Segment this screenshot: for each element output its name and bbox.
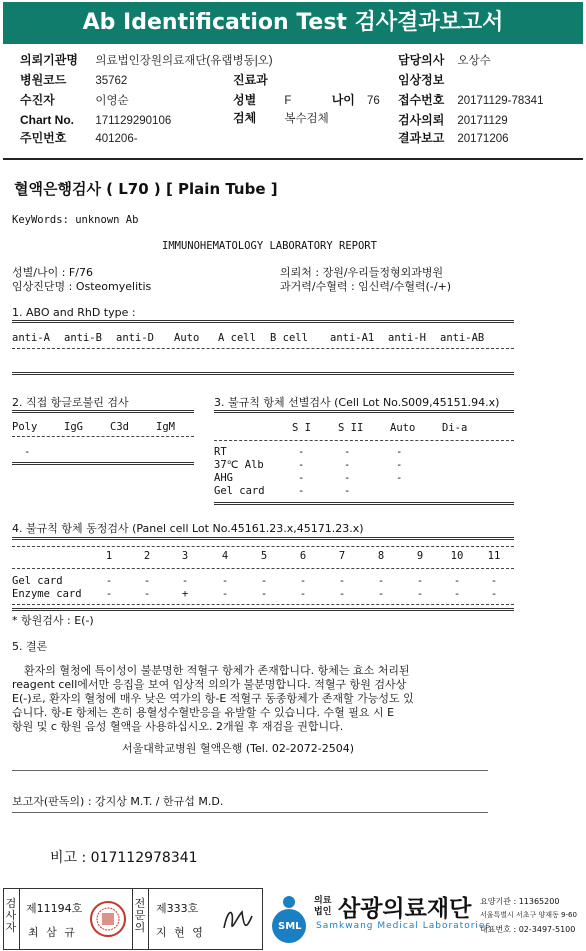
screen-header-cell: Auto xyxy=(390,422,416,434)
history-line: 과거력/수혈력 : 임신력/수혈력(-/+) xyxy=(280,280,452,293)
screen-row-label: 37℃ Alb xyxy=(214,459,264,471)
clinical-field xyxy=(398,72,444,88)
screen-row-cell: - xyxy=(344,446,351,458)
screen-row-cell: - xyxy=(396,446,403,458)
institution-code: 요양기관 : 11365200 xyxy=(480,897,560,906)
abo-header-cell: anti-H xyxy=(388,332,426,344)
screen-row-cell: - xyxy=(298,446,305,458)
chart-field xyxy=(20,112,171,129)
panel-column-number: 5 xyxy=(260,550,268,562)
hospital-line: 서울대학교병원 혈액은행 (Tel. 02-2072-2504) xyxy=(122,742,355,755)
panel-row-cell: - xyxy=(377,575,385,587)
specimen-value: 복수검체 xyxy=(284,113,329,125)
section-title: 혈액은행검사 ( L70 ) [ Plain Tube ] xyxy=(14,180,278,198)
screen-row-label: Gel card xyxy=(214,485,265,497)
report-date-label: 결과보고 xyxy=(398,131,445,145)
panel-row-cell: - xyxy=(338,588,346,600)
panel-row-cell: - xyxy=(143,575,151,587)
dat-header-cell: Poly xyxy=(12,421,38,433)
panel-sub-rule xyxy=(12,546,514,547)
sml-logo-icon xyxy=(268,892,310,944)
request-field xyxy=(398,112,508,129)
clinical-label: 임상정보 xyxy=(398,73,445,87)
conclusion-line: 항원 및 c 항원 음성 혈액을 사용하십시오. 2개월 후 재검을 권합니다. xyxy=(12,720,344,733)
panel-row-cell: - xyxy=(490,575,498,587)
screen-row-cell: - xyxy=(396,459,403,471)
panel-top-rule xyxy=(12,537,514,540)
org-field xyxy=(20,52,273,69)
abo-header-cell: Auto xyxy=(174,332,200,344)
panel-row-label: Gel card xyxy=(12,575,63,587)
dat-header-cell: IgG xyxy=(64,421,83,433)
request-label: 검사의뢰 xyxy=(398,113,445,127)
dept-field xyxy=(233,72,268,88)
age-label: 나이 xyxy=(331,93,355,107)
panel-column-number: 10 xyxy=(450,550,464,562)
specimen-label: 검체 xyxy=(233,111,257,125)
panel-title: 4. 불규칙 항체 동정검사 (Panel cell Lot No.45161.23.x,45171.23.x) xyxy=(12,522,364,535)
screen-row-cell: - xyxy=(344,485,351,497)
address-line: 서울특별시 서초구 양재동 9-60 xyxy=(480,911,577,919)
receipt-label: 접수번호 xyxy=(398,93,445,107)
dat-header-cell: IgM xyxy=(156,421,175,433)
screen-header-cell: S II xyxy=(338,422,364,434)
conclusion-line: 습니다. 항-E 항체는 흔히 용혈성수혈반응을 유발할 수 있습니다. 수혈 필요 시 E xyxy=(12,706,395,719)
conclusion-line: 환자의 혈청에 특이성이 불분명한 적혈구 항체가 존재합니다. 항체는 효소 처리된 xyxy=(24,664,410,677)
examiner-name: 최 삼 규 xyxy=(28,926,77,939)
panel-row-cell: - xyxy=(299,575,307,587)
screen-bottom-rule xyxy=(214,502,514,505)
rrn-label: 주민번호 xyxy=(20,131,67,145)
panel-column-number: 9 xyxy=(416,550,424,562)
abo-header-cell: A cell xyxy=(218,332,256,344)
org-english-name: Samkwang Medical Laboratories xyxy=(316,921,492,931)
dat-header-cell: C3d xyxy=(110,421,129,433)
doctor-value: 오상수 xyxy=(457,55,491,67)
org-value: 의료법인장원의료재단(유랩병동|오) xyxy=(95,55,273,67)
panel-mid-rule xyxy=(12,568,514,569)
panel-column-number: 11 xyxy=(487,550,501,562)
screen-row-label: AHG xyxy=(214,472,233,484)
screen-header-cell: S I xyxy=(292,422,311,434)
panel-column-number: 3 xyxy=(181,550,189,562)
patient-field xyxy=(20,92,129,109)
panel-row-cell: - xyxy=(299,588,307,600)
panel-bottom-rule xyxy=(12,608,514,611)
panel-row-cell: - xyxy=(221,575,229,587)
screen-row-cell: - xyxy=(298,485,305,497)
screen-title: 3. 불규칙 항체 선별검사 (Cell Lot No.S009,45151.94.x) xyxy=(214,396,500,409)
panel-row-cell: - xyxy=(377,588,385,600)
signature-footer xyxy=(0,888,586,951)
panel-row-cell: - xyxy=(416,575,424,587)
examiner-vertical-label: 검사자 xyxy=(5,897,17,934)
panel-row-cell: - xyxy=(221,588,229,600)
org-name: 삼광의료재단 xyxy=(338,896,472,922)
panel-column-number: 2 xyxy=(143,550,151,562)
screen-top-rule xyxy=(214,410,514,413)
diagnosis-line: 임상진단명 : Osteomyelitis xyxy=(12,280,152,293)
panel-row-cell: - xyxy=(453,588,461,600)
abo-header-cell: anti-A1 xyxy=(330,332,375,344)
patient-value: 이영순 xyxy=(95,95,129,107)
org-prefix-1: 의료 xyxy=(314,896,332,906)
chart-value: 171129290106 xyxy=(95,115,172,127)
rrn-value: 401206- xyxy=(95,133,138,145)
sml-logo-text: SML xyxy=(278,921,302,932)
panel-row-cell: - xyxy=(105,588,113,600)
abo-header-cell: B cell xyxy=(270,332,308,344)
keywords-line: KeyWords: unknown Ab xyxy=(12,214,139,226)
examiner-license: 제11194호 xyxy=(26,902,83,915)
specialist-name: 지 현 영 xyxy=(156,926,205,939)
sex-value: F xyxy=(284,95,292,107)
lab-report-title: IMMUNOHEMATOLOGY LABORATORY REPORT xyxy=(162,240,377,252)
panel-row-label: Enzyme card xyxy=(12,588,82,600)
abo-top-rule xyxy=(12,320,514,323)
specialist-vertical-label: 전문의 xyxy=(134,897,146,934)
dat-top-rule xyxy=(12,410,194,413)
reporter-bottom-rule xyxy=(12,812,488,813)
screen-header-cell: Di-a xyxy=(442,422,468,434)
doctor-field xyxy=(398,52,491,69)
note-line: 비고 : 017112978341 xyxy=(50,850,198,866)
panel-row-cell: - xyxy=(416,588,424,600)
abo-mid-rule xyxy=(12,348,514,349)
antigen-result: * 항원검사 : E(-) xyxy=(12,614,94,627)
receipt-field xyxy=(398,92,543,109)
patient-label: 수진자 xyxy=(20,93,55,107)
panel-column-number: 4 xyxy=(221,550,229,562)
panel-row-cell: - xyxy=(143,588,151,600)
dat-title: 2. 직접 항글로불린 검사 xyxy=(12,396,129,409)
sex-age-line: 성별/나이 : F/76 xyxy=(12,266,93,279)
panel-row-cell: - xyxy=(490,588,498,600)
specimen-field xyxy=(233,110,329,127)
screen-row-label: RT xyxy=(214,446,227,458)
abo-header-cell: anti-D xyxy=(116,332,154,344)
reporter-top-rule xyxy=(12,770,488,771)
conclusion-line: reagent cell에서만 응집을 보여 임상적 의의가 불분명합니다. 적혈구 항원 검사상 xyxy=(12,678,407,691)
code-field xyxy=(20,72,127,89)
org-prefix-2: 법인 xyxy=(314,907,332,917)
panel-row-cell: + xyxy=(181,588,189,600)
abo-header-cell: anti-B xyxy=(64,332,102,344)
dat-mid-rule xyxy=(12,436,194,437)
panel-column-number: 8 xyxy=(377,550,385,562)
header-divider xyxy=(3,158,583,160)
signature-scribble-icon xyxy=(218,902,258,938)
code-label: 병원코드 xyxy=(20,73,67,87)
abo-rhd-title: 1. ABO and RhD type : xyxy=(12,306,136,319)
chart-label: Chart No. xyxy=(20,113,74,127)
receipt-value: 20171129-78341 xyxy=(457,95,544,107)
conclusion-title: 5. 결론 xyxy=(12,640,48,653)
panel-row-cell: - xyxy=(105,575,113,587)
panel-row-cell: - xyxy=(260,588,268,600)
panel-row-cell: - xyxy=(181,575,189,587)
conclusion-line: E(-)로, 환자의 혈청에 매우 낮은 역가의 항-E 적혈구 동종항체가 존재할 가능성도 있 xyxy=(12,692,414,705)
panel-row-cell: - xyxy=(453,575,461,587)
specialist-license: 제333호 xyxy=(156,902,199,915)
abo-header-cell: anti-AB xyxy=(440,332,485,344)
panel-column-number: 1 xyxy=(105,550,113,562)
requester-line: 의뢰처 : 장원/우리들정형외과병원 xyxy=(280,266,444,279)
abo-bottom-rule xyxy=(12,372,514,375)
report-title-banner: Ab Identification Test 검사결과보고서 xyxy=(3,2,583,44)
screen-row-cell: - xyxy=(344,472,351,484)
report-date-field xyxy=(398,130,509,147)
screen-row-cell: - xyxy=(344,459,351,471)
doctor-label: 담당의사 xyxy=(398,53,445,67)
panel-column-number: 6 xyxy=(299,550,307,562)
sex-field xyxy=(233,92,380,109)
dat-bottom-rule xyxy=(12,462,194,465)
screen-row-cell: - xyxy=(298,459,305,471)
dept-label: 진료과 xyxy=(233,73,268,87)
reporter-line: 보고자(판독의) : 강지상 M.T. / 한규섭 M.D. xyxy=(12,795,224,808)
panel-row-cell: - xyxy=(338,575,346,587)
phone-line: 대표번호 : 02-3497-5100 xyxy=(480,925,576,934)
panel-row-cell: - xyxy=(260,575,268,587)
abo-header-cell: anti-A xyxy=(12,332,50,344)
panel-column-number: 7 xyxy=(338,550,346,562)
examiner-seal-icon xyxy=(88,896,128,942)
dat-value-cell: - xyxy=(24,446,31,458)
org-label: 의뢰기관명 xyxy=(20,53,78,67)
screen-mid-rule xyxy=(214,440,514,441)
age-value: 76 xyxy=(367,95,380,107)
rrn-field xyxy=(20,130,138,147)
request-value: 20171129 xyxy=(457,115,508,127)
screen-row-cell: - xyxy=(396,472,403,484)
sex-label: 성별 xyxy=(233,93,257,107)
panel-end-rule xyxy=(12,604,514,605)
code-value: 35762 xyxy=(95,75,128,87)
screen-row-cell: - xyxy=(298,472,305,484)
report-date-value: 20171206 xyxy=(457,133,509,145)
